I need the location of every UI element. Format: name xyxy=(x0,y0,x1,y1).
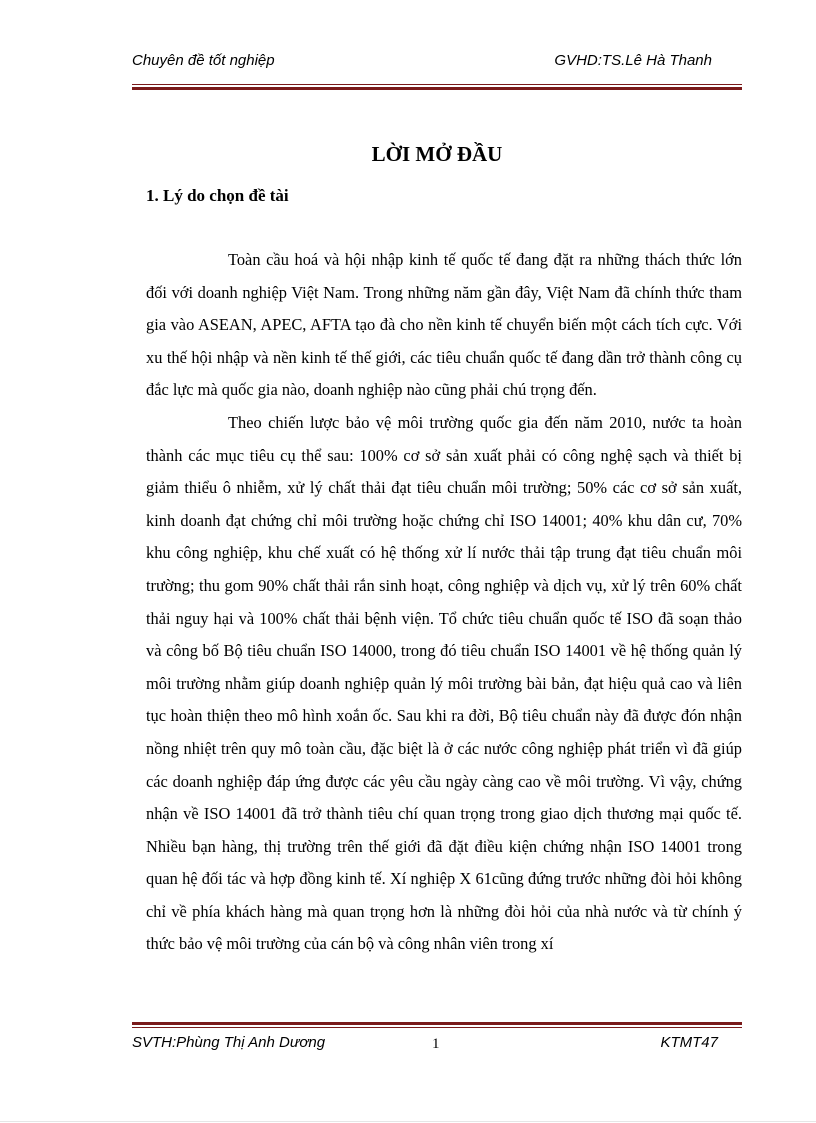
page-number: 1 xyxy=(432,1036,440,1052)
header-divider xyxy=(132,84,742,90)
paragraph: Theo chiến lược bảo vệ môi trường quốc gia đến năm 2010, nước ta hoàn thành các mục tiêu cụ thể sau: 100% cơ sở sản xuất phải có công nghệ sạch và thiết bị giảm thiểu ô nhiễm, xử lý chất thải đạt tiêu chuẩn môi trường; 50% các cơ sở sản xuất, kinh doanh đạt chứng chỉ môi trường hoặc chứng chỉ ISO 14001; 40% khu dân cư, 70% khu công nghiệp, khu chế xuất có hệ thống xử lí nước thải tập trung đạt tiêu chuẩn môi trường; thu gom 90% chất thải rắn sinh hoạt, công nghiệp và dịch vụ, xử lý trên 60% chất thải nguy hại và 100% chất thải bệnh viện. Tổ chức tiêu chuẩn quốc tế ISO đã soạn thảo và công bố Bộ tiêu chuẩn ISO 14000, trong đó tiêu chuẩn ISO 14001 về hệ thống quản lý môi trường nhằm giúp doanh nghiệp quản lý môi trường bài bản, đạt hiệu quả cao và liên tục hoàn thiện theo mô hình xoắn ốc. Sau khi ra đời, Bộ tiêu chuẩn này đã được đón nhận nồng nhiệt trên quy mô toàn cầu, đặc biệt là ở các nước công nghiệp phát triển vì đã giúp các doanh nghiệp đáp ứng được các yêu cầu ngày càng cao về môi trường. Vì vậy, chứng nhận về ISO 14001 đã trở thành tiêu chí quan trọng trong giao dịch thương mại quốc tế. Nhiều bạn hàng, thị trường trên thế giới đã đặt điều kiện chứng nhận ISO 14001 trong quan hệ đối tác và hợp đồng kinh tế. Xí nghiệp X 61cũng đứng trước những đòi hỏi không chỉ về phía khách hàng mà quan trọng hơn là những đòi hỏi của nhà nước và từ chính ý thức bảo vệ môi trường của cán bộ và công nhân viên trong xí xyxy=(146,412,742,954)
header-supervisor: GVHD:TS.Lê Hà Thanh xyxy=(554,52,712,69)
page-bottom-edge xyxy=(0,1121,816,1122)
footer-class-code: KTMT47 xyxy=(660,1034,718,1051)
body-text xyxy=(146,244,742,961)
paragraph: Toàn cầu hoá và hội nhập kinh tế quốc tế đang đặt ra những thách thức lớn đối với doanh nghiệp Việt Nam. Trong những năm gần đây, Việt Nam đã chính thức tham gia vào ASEAN, APEC, AFTA tạo đà cho nền kinh tế chuyển biến một cách tích cực. Với xu thế hội nhập và nền kinh tế thế giới, các tiêu chuẩn quốc tế đang dần trở thành công cụ đắc lực mà quốc gia nào, doanh nghiệp nào cũng phải chú trọng đến. xyxy=(146,250,742,400)
header-document-type: Chuyên đề tốt nghiệp xyxy=(132,52,275,69)
section-heading: 1. Lý do chọn đề tài xyxy=(146,186,289,205)
page-title: LỜI MỞ ĐẦU xyxy=(371,142,503,166)
footer-student: SVTH:Phùng Thị Anh Dương xyxy=(132,1034,326,1051)
page-header xyxy=(132,52,742,74)
footer-divider xyxy=(132,1022,742,1028)
page-footer xyxy=(132,1034,742,1056)
